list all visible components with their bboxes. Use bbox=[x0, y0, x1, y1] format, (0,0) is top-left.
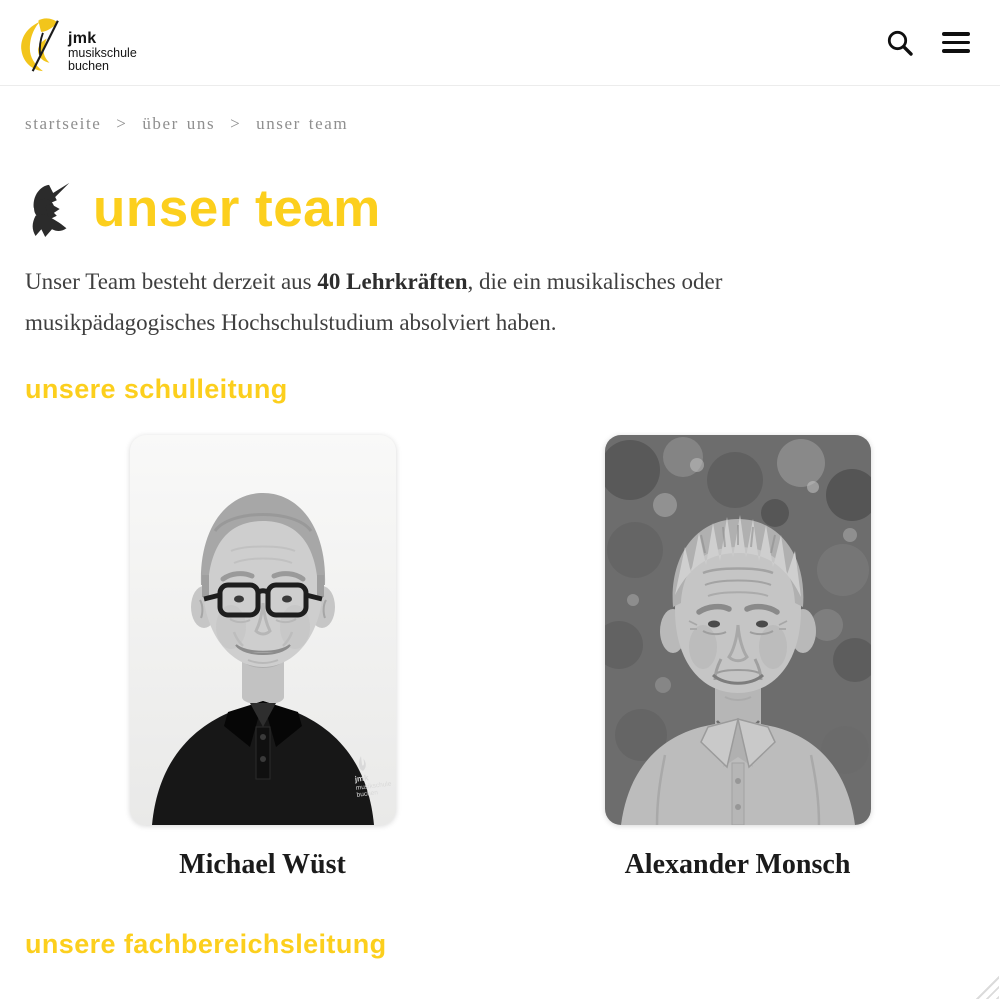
logo-music-note-icon bbox=[14, 14, 70, 76]
photo-michael-wuest bbox=[130, 435, 396, 825]
page-title-row bbox=[25, 178, 975, 239]
person-name-alexander-monsch: Alexander Monsch bbox=[624, 848, 851, 880]
breadcrumb-startseite[interactable]: startseite bbox=[25, 114, 102, 133]
photo-alexander-monsch bbox=[605, 435, 871, 825]
header-actions bbox=[880, 23, 974, 63]
breadcrumb-separator: > bbox=[116, 114, 128, 133]
main-content bbox=[0, 114, 1000, 960]
intro-text-after: , die ein musikalisches oder musikpädagogisches Hochschulstudium absolviert haben. bbox=[25, 269, 723, 336]
breadcrumb-current: unser team bbox=[256, 114, 349, 133]
shirt-logo-line2: musikschule bbox=[354, 780, 392, 792]
intro-teacher-count: 40 Lehrkräften bbox=[317, 269, 468, 294]
portrait-alexander-monsch-image bbox=[605, 435, 871, 825]
mascot-silhouette-icon bbox=[25, 181, 77, 237]
breadcrumb-separator: > bbox=[230, 114, 242, 133]
intro-paragraph bbox=[25, 261, 913, 344]
portrait-michael-wuest-image bbox=[130, 435, 396, 825]
search-icon bbox=[884, 27, 916, 59]
shirt-logo-line3: buchen bbox=[355, 789, 378, 799]
corner-stripes-decoration bbox=[969, 969, 999, 999]
search-button[interactable] bbox=[880, 23, 920, 63]
site-logo[interactable] bbox=[14, 10, 137, 76]
menu-button[interactable] bbox=[938, 28, 974, 57]
shirt-logo-line1: jmk bbox=[353, 773, 369, 784]
logo-wordmark bbox=[68, 30, 137, 74]
section-heading-schulleitung: unsere schulleitung bbox=[25, 373, 288, 404]
person-name-michael-wuest: Michael Wüst bbox=[179, 848, 346, 880]
person-card-alexander-monsch bbox=[500, 409, 975, 881]
section-heading-fachbereichsleitung: unsere fachbereichsleitung bbox=[25, 928, 387, 959]
logo-line-musikschule: musikschule bbox=[68, 45, 137, 60]
breadcrumb-ueber-uns[interactable]: über uns bbox=[142, 114, 216, 133]
hamburger-icon bbox=[942, 32, 970, 53]
team-grid bbox=[25, 409, 975, 881]
page-title: unser team bbox=[93, 179, 381, 238]
intro-text-before: Unser Team besteht derzeit aus bbox=[25, 269, 318, 294]
person-card-michael-wuest bbox=[25, 409, 500, 881]
logo-line-jmk: jmk bbox=[68, 29, 97, 47]
site-header bbox=[0, 0, 1000, 86]
logo-line-buchen: buchen bbox=[68, 59, 110, 74]
breadcrumb bbox=[25, 114, 975, 134]
